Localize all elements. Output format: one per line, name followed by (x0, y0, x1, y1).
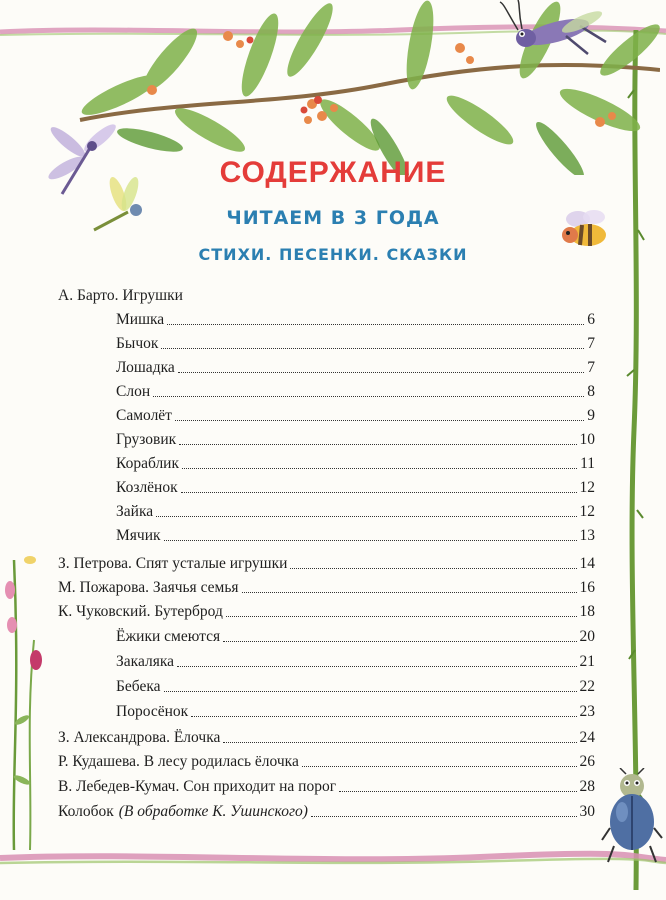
toc-entry-page: 13 (579, 527, 595, 544)
toc-entry[interactable] (58, 284, 595, 308)
leader-dots (339, 791, 576, 792)
toc-entry-page: 18 (579, 603, 595, 620)
toc-entry-page: 20 (579, 628, 595, 645)
toc-entry[interactable] (116, 356, 595, 380)
toc-entry-title: Мишка (116, 311, 165, 328)
toc-entry-page: 22 (579, 678, 595, 695)
toc-entry-title: М. Пожарова. Заячья семья (58, 579, 239, 596)
toc-entry[interactable] (58, 576, 595, 600)
leader-dots (177, 666, 577, 667)
toc-entry-title: К. Чуковский. Бутерброд (58, 603, 223, 620)
toc-entry[interactable] (116, 500, 595, 524)
toc-entry-title: Р. Кудашева. В лесу родилась ёлочка (58, 753, 299, 770)
leader-dots (167, 324, 584, 325)
toc-entry-title: Слон (116, 383, 151, 400)
leader-dots (290, 568, 576, 569)
toc-entry-note: (В обработке К. Ушинского) (118, 803, 308, 820)
toc-entry-page: 14 (579, 555, 595, 572)
toc-entry-page: 21 (579, 653, 595, 670)
frame-bottom-border (0, 848, 666, 870)
toc-entry[interactable] (116, 524, 595, 548)
toc-entry-title: А. Барто. Игрушки (58, 287, 183, 304)
toc-entry[interactable] (116, 332, 595, 356)
leader-dots (178, 372, 584, 373)
leader-dots (223, 742, 576, 743)
page-title: СОДЕРЖАНИЕ (219, 156, 447, 189)
toc-entry-title: Ёжики смеются (116, 628, 221, 645)
toc-entry-title: Грузовик (116, 431, 177, 448)
toc-entry[interactable] (116, 428, 595, 452)
leader-dots (164, 691, 577, 692)
toc-entry-title: Лошадка (116, 359, 175, 376)
toc-entry-title: Поросёнок (116, 703, 189, 720)
leader-dots (242, 592, 577, 593)
leader-dots (164, 540, 577, 541)
leader-dots (182, 468, 577, 469)
toc-entry-page: 9 (587, 407, 595, 424)
toc-entry[interactable] (58, 750, 595, 774)
grasshopper-icon (496, 0, 616, 60)
toc-entry[interactable] (116, 650, 595, 674)
leader-dots (223, 641, 576, 642)
toc-entry-page: 16 (579, 579, 595, 596)
toc-entry[interactable] (116, 476, 595, 500)
toc-entry-title: В. Лебедев-Кумач. Сон приходит на порог (58, 778, 337, 795)
leader-dots (181, 492, 577, 493)
toc-entry-title: Кораблик (116, 455, 180, 472)
toc-entry[interactable] (116, 404, 595, 428)
toc-entry[interactable] (116, 625, 595, 649)
toc-entry[interactable] (58, 775, 595, 799)
leader-dots (191, 716, 576, 717)
toc-entry[interactable] (58, 600, 595, 624)
toc-entry-title: Колобок (58, 803, 114, 820)
toc-entry-page: 30 (579, 803, 595, 820)
toc-entry-title: Козлёнок (116, 479, 178, 496)
toc-entry[interactable] (116, 308, 595, 332)
toc-entry-page: 28 (579, 778, 595, 795)
toc-entry-title: Бычок (116, 335, 159, 352)
section-subsubtitle: СТИХИ. ПЕСЕНКИ. СКАЗКИ (198, 245, 468, 264)
leader-dots (156, 516, 576, 517)
toc-entry[interactable] (58, 552, 595, 576)
toc-entry-page: 12 (579, 479, 595, 496)
toc-entry[interactable] (58, 800, 595, 824)
leader-dots (161, 348, 584, 349)
toc-entry[interactable] (116, 675, 595, 699)
toc-entry-page: 6 (587, 311, 595, 328)
toc-entry-title: Мячик (116, 527, 161, 544)
toc-entry-page: 7 (587, 335, 595, 352)
beetle-icon (600, 768, 666, 868)
toc-entry-title: Самолёт (116, 407, 172, 424)
toc-entry-page: 26 (579, 753, 595, 770)
toc-entry-page: 8 (587, 383, 595, 400)
toc-entry-title: З. Александрова. Ёлочка (58, 729, 221, 746)
leader-dots (302, 766, 577, 767)
toc-entry[interactable] (116, 380, 595, 404)
leader-dots (179, 444, 576, 445)
toc-entry-page: 23 (579, 703, 595, 720)
toc-entry-title: З. Петрова. Спят усталые игрушки (58, 555, 288, 572)
flowers-plants (0, 520, 60, 850)
toc-entry[interactable] (116, 452, 595, 476)
toc-entry[interactable] (116, 700, 595, 724)
toc-entry-page: 24 (579, 729, 595, 746)
toc-entry[interactable] (58, 726, 595, 750)
toc-entry-page: 7 (587, 359, 595, 376)
leader-dots (226, 616, 577, 617)
toc-entry-page: 11 (580, 455, 595, 472)
leader-dots (311, 816, 577, 817)
toc-entry-title: Зайка (116, 503, 154, 520)
toc-entry-page: 12 (579, 503, 595, 520)
toc-entry-title: Закаляка (116, 653, 174, 670)
toc-entry-title: Бебека (116, 678, 161, 695)
toc-entry-page: 10 (579, 431, 595, 448)
leader-dots (153, 396, 584, 397)
section-subtitle: ЧИТАЕМ В 3 ГОДА (226, 207, 440, 229)
leader-dots (175, 420, 584, 421)
